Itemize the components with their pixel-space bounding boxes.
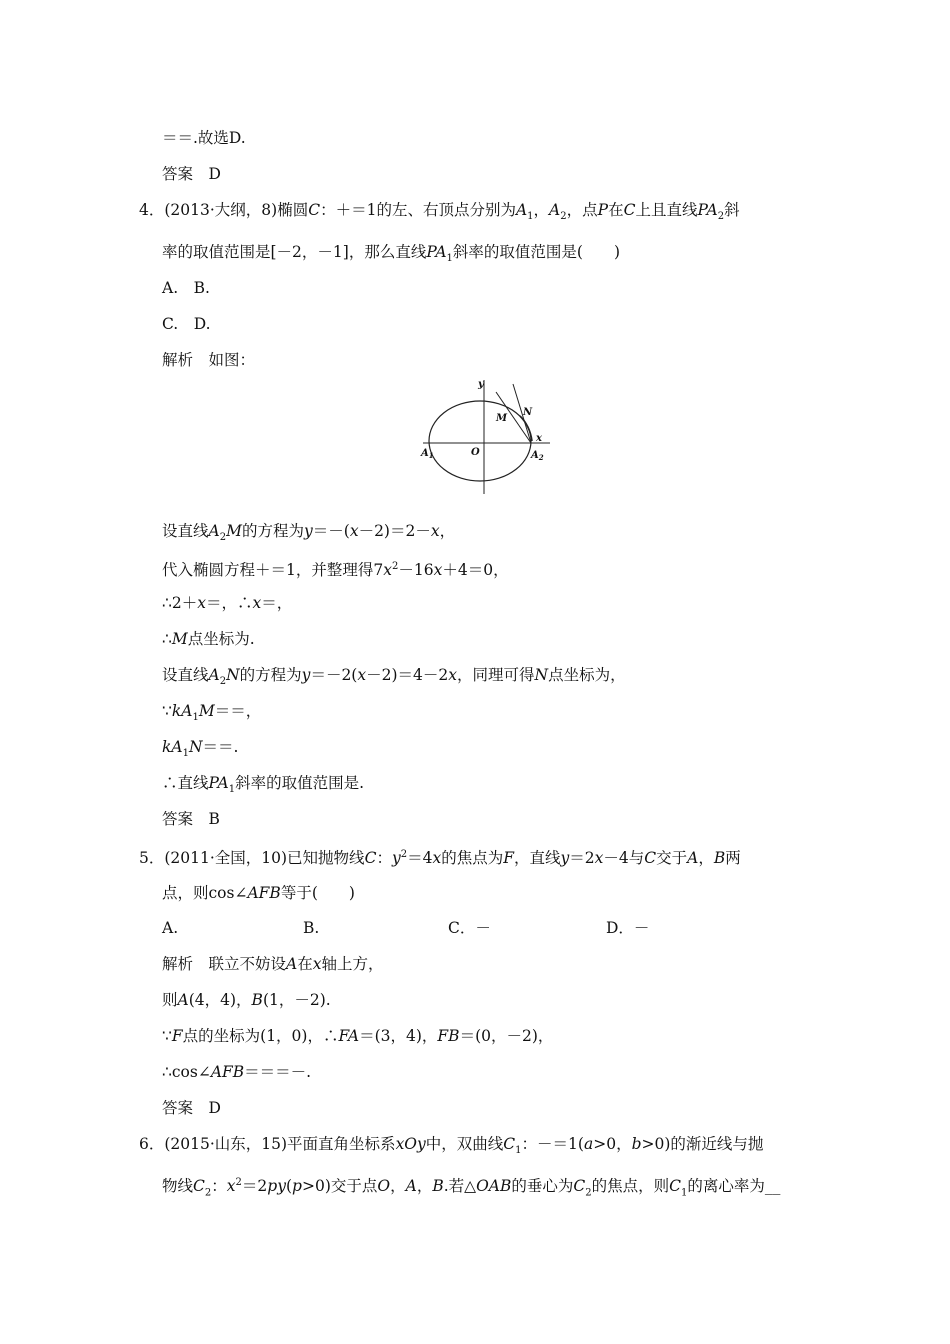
text-fragment: ＝2 [569, 849, 595, 868]
text-fragment: 1 [192, 712, 199, 724]
text-fragment: x [252, 594, 262, 612]
answer-3 [162, 164, 221, 184]
text-fragment: .若△ [443, 1177, 477, 1196]
text-fragment: ＝4 [407, 849, 433, 868]
text-fragment: 两 [725, 849, 741, 868]
label-y: y [478, 379, 484, 390]
text-fragment: D．－ [606, 919, 650, 937]
text-fragment: O [377, 1177, 391, 1196]
text-fragment: ， [698, 849, 714, 868]
solution-4-step-5 [162, 665, 626, 692]
text-fragment: N [188, 738, 203, 756]
text-fragment: 答案 D [162, 1099, 221, 1117]
text-fragment: 物线 [162, 1177, 194, 1196]
text-fragment: 斜率的取值范围是( ) [452, 243, 621, 261]
text-fragment: 点坐标为， [548, 666, 626, 684]
text-fragment: ＝2 [241, 1177, 268, 1196]
text-fragment: N [534, 666, 549, 684]
text-fragment: FB [437, 1027, 460, 1045]
text-fragment: y [560, 849, 570, 868]
label-o: O [471, 447, 480, 458]
text-fragment: 2 [219, 676, 227, 688]
label-a2: $A_2$ [531, 450, 544, 462]
text-fragment: ＝＝.故选D. [162, 129, 246, 147]
text-fragment: a [583, 1135, 594, 1153]
text-fragment: N [226, 666, 240, 684]
text-fragment: 解析 如图： [162, 351, 256, 369]
question-4-options-ab [162, 278, 210, 298]
text-fragment: ＝＝＝－. [244, 1063, 312, 1081]
text-fragment: 答案 B [162, 810, 220, 828]
text-fragment: y [301, 666, 311, 684]
text-fragment: 率的取值范围是[－2，－1]，那么直线 [162, 243, 427, 261]
text-fragment: A. [162, 919, 179, 937]
text-fragment: 轴上方， [321, 955, 384, 973]
text-fragment: ∴2＋ [162, 594, 198, 612]
text-fragment: 1 [228, 784, 236, 796]
text-fragment: 2 [560, 211, 567, 223]
text-fragment: ， [416, 1177, 433, 1196]
text-fragment: ∴直线 [162, 774, 209, 792]
solution-5-step-3 [162, 1062, 311, 1082]
text-fragment: 2 [400, 849, 408, 860]
text-fragment: ( [285, 1177, 293, 1196]
text-fragment: 代入椭圆方程＋＝1，并整理得7 [162, 561, 384, 580]
text-fragment: AFB [247, 884, 281, 902]
text-fragment: 解析 联立不妨设 [162, 955, 287, 973]
text-fragment: b [631, 1135, 642, 1153]
text-fragment: (1，－2). [262, 991, 331, 1009]
text-fragment: 2 [391, 561, 399, 572]
text-fragment: 2 [717, 211, 725, 223]
text-fragment: 点的坐标为(1，0)，∴ [182, 1027, 339, 1045]
text-fragment: kA [162, 738, 183, 756]
question-4-line-1 [139, 200, 740, 227]
question-4-line-2 [162, 242, 620, 269]
text-fragment: 斜率的取值范围是. [235, 774, 365, 792]
text-fragment: 5．(2011·全国，10)已知抛物线 [139, 849, 365, 868]
text-fragment: ：＋＝1的左、右顶点分别为 [320, 201, 516, 219]
text-fragment: M [198, 702, 215, 720]
text-fragment: ＋4＝0， [442, 561, 509, 580]
text-fragment: A [177, 991, 189, 1009]
text-fragment: M [171, 630, 188, 648]
text-fragment: ， [390, 1177, 406, 1196]
solution-4-step-4 [162, 629, 255, 649]
text-fragment: C [669, 1177, 682, 1196]
text-fragment: ： [376, 849, 392, 868]
text-fragment: 1 [446, 253, 453, 265]
text-fragment: F [171, 1027, 183, 1045]
text-fragment: ，直线 [514, 849, 561, 868]
text-fragment: 1 [527, 211, 534, 223]
text-fragment: A. B. [162, 279, 210, 297]
question-5-option-d [606, 918, 649, 938]
text-fragment: x [349, 522, 359, 540]
text-fragment: x [197, 594, 206, 612]
text-fragment: ∴ [162, 630, 172, 648]
text-fragment: 4．(2013·大纲，8)椭圆 [139, 201, 309, 219]
text-fragment: >0)交于点 [301, 1177, 378, 1196]
text-fragment: 1 [515, 1145, 522, 1157]
text-fragment: 的焦点为 [441, 849, 504, 868]
ellipse-figure [420, 378, 555, 496]
text-fragment: 上且直线 [635, 201, 698, 219]
text-fragment: ＝(0，－2)， [459, 1027, 554, 1045]
text-fragment: B [713, 849, 726, 868]
text-fragment: C [623, 201, 636, 219]
text-fragment: x [383, 561, 392, 580]
text-fragment: ∵ [162, 702, 172, 720]
ellipse-curve [429, 401, 531, 481]
label-n: N [523, 407, 533, 418]
text-fragment: ＝－( [312, 522, 350, 540]
text-fragment: C [644, 849, 657, 868]
text-fragment: 的方程为 [241, 522, 304, 540]
text-fragment: PA [697, 201, 718, 219]
text-fragment: A [549, 201, 561, 219]
text-fragment: A [405, 1177, 417, 1196]
text-fragment: 2 [235, 1177, 242, 1188]
text-fragment: 1 [681, 1187, 688, 1199]
text-fragment: OAB [476, 1177, 512, 1196]
text-fragment: x [226, 1177, 236, 1196]
text-fragment: x [357, 666, 367, 684]
text-fragment: PA [208, 774, 229, 792]
text-fragment: C. D. [162, 315, 211, 333]
text-fragment: kA [171, 702, 193, 720]
text-fragment: 答案 D [162, 165, 221, 183]
text-fragment: FA [338, 1027, 360, 1045]
text-fragment: 点，则cos∠ [162, 884, 248, 902]
question-5-option-b [303, 918, 319, 938]
question-5-option-c [448, 918, 491, 938]
text-fragment: 点坐标为. [187, 630, 255, 648]
text-fragment: 2 [219, 532, 227, 544]
text-line-1 [162, 128, 246, 148]
text-fragment: 设直线 [162, 666, 209, 684]
text-fragment: A [286, 955, 298, 973]
solution-5-step-2 [162, 1026, 553, 1046]
text-fragment: >0)的渐近线与抛 [641, 1135, 764, 1153]
text-fragment: 2 [204, 1187, 212, 1199]
text-fragment: －2)＝2－ [358, 522, 431, 540]
text-fragment: －2)＝4－2 [366, 666, 449, 684]
solution-5-step-1 [162, 990, 331, 1010]
text-fragment: PA [426, 243, 447, 261]
label-a1: $A_1$ [421, 448, 434, 460]
text-fragment: 交于 [656, 849, 688, 868]
question-4-options-cd [162, 314, 211, 334]
text-fragment: C [364, 849, 377, 868]
text-fragment: ， [439, 522, 456, 540]
text-fragment: ＝(3，4)， [359, 1027, 438, 1045]
text-fragment: ： [211, 1177, 227, 1196]
text-fragment: xOy [395, 1135, 426, 1153]
text-fragment: C [503, 1135, 516, 1153]
text-fragment: 的方程为 [239, 666, 302, 684]
label-x: x [536, 433, 542, 444]
text-fragment: B [251, 991, 263, 1009]
question-5-option-a [162, 918, 178, 938]
text-fragment: 斜 [724, 201, 740, 219]
text-fragment: ＝＝， [214, 702, 262, 720]
text-fragment: ＝＝. [202, 738, 239, 756]
question-5-line-1 [139, 845, 741, 868]
text-fragment: 设直线 [162, 522, 209, 540]
text-fragment: A [515, 201, 528, 219]
text-fragment: 在 [608, 201, 624, 219]
text-fragment: py [267, 1177, 286, 1196]
text-fragment: p [292, 1177, 302, 1196]
text-fragment: ：－＝1( [521, 1135, 584, 1153]
text-fragment: 在 [297, 955, 313, 973]
solution-4-step-1 [162, 521, 455, 548]
text-fragment: B [432, 1177, 444, 1196]
question-5-line-2 [162, 883, 355, 903]
text-fragment: M [226, 522, 242, 540]
answer-4 [162, 809, 220, 829]
text-fragment: ＝， [261, 594, 293, 612]
text-fragment: x [433, 561, 443, 580]
text-fragment: 6．(2015·山东，15)平面直角坐标系 [139, 1135, 396, 1153]
label-m: M [496, 413, 508, 424]
solution-4-step-6 [162, 701, 261, 728]
answer-5 [162, 1098, 221, 1118]
text-fragment: A [208, 522, 220, 540]
text-fragment: －16 [398, 561, 434, 580]
text-fragment: C [308, 201, 321, 219]
text-fragment: F [503, 849, 514, 868]
text-fragment: (4，4)， [188, 991, 252, 1009]
text-fragment: y [391, 849, 401, 868]
text-fragment: ∴cos∠ [162, 1063, 211, 1081]
text-fragment: ， [533, 201, 550, 219]
solution-4-step-3 [162, 593, 292, 613]
text-fragment: ∵ [162, 1027, 172, 1045]
text-fragment: 1 [182, 748, 189, 760]
text-fragment: 则 [162, 991, 178, 1009]
text-fragment: 的垂心为 [511, 1177, 574, 1196]
text-fragment: 中，双曲线 [425, 1135, 504, 1153]
text-fragment: 的焦点，则 [591, 1177, 670, 1196]
text-fragment: AFB [210, 1063, 245, 1081]
text-fragment: ，点 [566, 201, 598, 219]
text-fragment: >0， [593, 1135, 632, 1153]
text-fragment: x [430, 522, 440, 540]
text-fragment: x [312, 955, 322, 973]
text-fragment: x [594, 849, 604, 868]
question-6-line-2 [162, 1173, 780, 1203]
solution-4-step-8 [162, 773, 364, 800]
solution-4-heading [162, 350, 255, 370]
text-fragment: y [303, 522, 313, 540]
text-fragment: x [448, 666, 457, 684]
text-fragment: x [432, 849, 442, 868]
text-fragment: ＝－2( [310, 666, 358, 684]
solution-4-step-7 [162, 737, 238, 764]
solution-5-heading [162, 954, 384, 974]
text-fragment: A [208, 666, 220, 684]
text-fragment: C [193, 1177, 205, 1196]
question-6-line-1 [139, 1134, 763, 1161]
text-fragment: C．－ [448, 919, 491, 937]
text-fragment: B. [303, 919, 320, 937]
text-fragment: 的离心率为__ [687, 1177, 781, 1196]
text-fragment: P [597, 201, 609, 219]
text-fragment: A [687, 849, 699, 868]
text-fragment: －4与 [603, 849, 645, 868]
text-fragment: 等于( ) [280, 884, 355, 902]
text-fragment: C [573, 1177, 586, 1196]
text-fragment: ＝，∴ [205, 594, 253, 612]
solution-4-step-2 [162, 557, 509, 580]
text-fragment: ，同理可得 [457, 666, 535, 684]
text-fragment: 2 [585, 1187, 592, 1199]
